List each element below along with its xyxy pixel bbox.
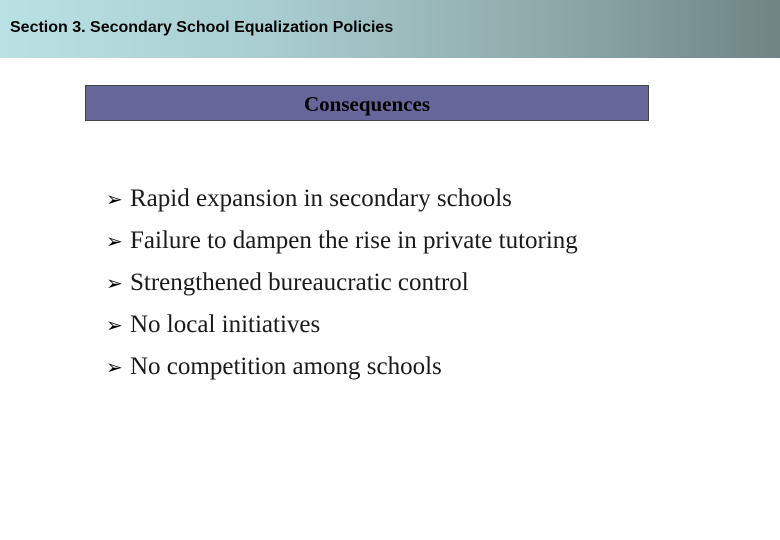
arrow-bullet-icon: ➢ [106, 313, 123, 337]
arrow-bullet-icon: ➢ [106, 271, 123, 295]
arrow-bullet-icon: ➢ [106, 355, 123, 379]
bullet-text: Strengthened bureaucratic control [130, 269, 469, 296]
bullet-text: Failure to dampen the rise in private tutoring [130, 227, 578, 254]
bullet-item [106, 262, 578, 304]
bullet-text: Rapid expansion in secondary schools [130, 185, 512, 212]
bullet-item [106, 304, 578, 346]
section-title: Section 3. Secondary School Equalization Policies [10, 19, 394, 36]
bullet-text: No local initiatives [130, 311, 321, 338]
bullet-item [106, 346, 578, 388]
arrow-bullet-icon: ➢ [106, 229, 123, 253]
subtitle-box [85, 85, 649, 121]
subtitle-heading: Consequences [303, 92, 430, 116]
bullet-text: No competition among schools [130, 353, 442, 380]
bullet-item [106, 178, 578, 220]
bullet-list [106, 178, 578, 388]
arrow-bullet-icon: ➢ [106, 187, 123, 211]
bullet-item [106, 220, 578, 262]
header-bar [0, 0, 780, 58]
